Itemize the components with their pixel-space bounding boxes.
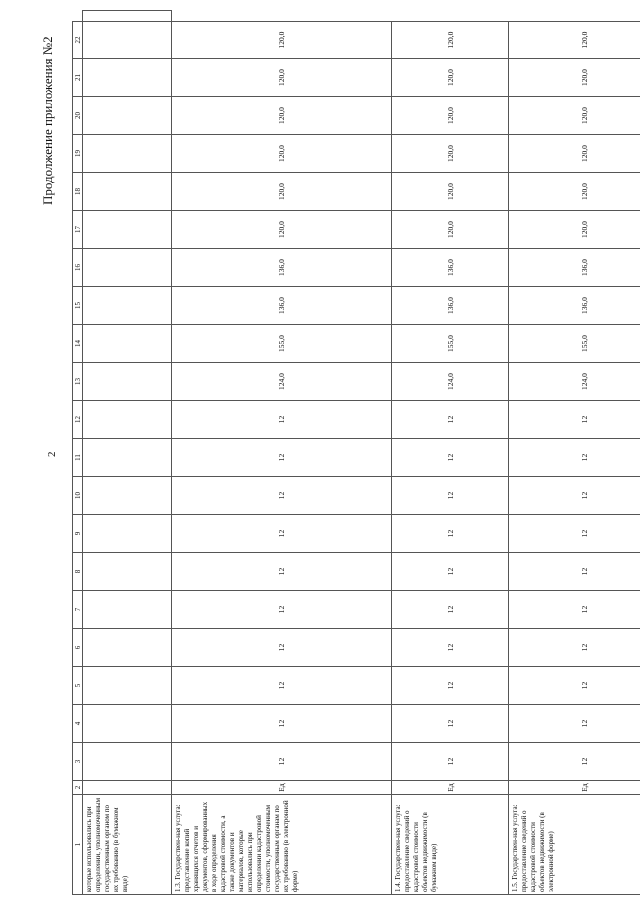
- value-cell: 120,0: [392, 211, 509, 249]
- column-header: 16: [73, 249, 83, 287]
- value-cell: 136,0: [392, 249, 509, 287]
- value-cell: 155,0: [172, 325, 392, 363]
- column-header: 11: [73, 439, 83, 477]
- value-cell: 12: [172, 743, 392, 781]
- value-cell: 120,0: [509, 59, 640, 97]
- value-cell: 155,0: [392, 325, 509, 363]
- value-cell: 120,0: [392, 135, 509, 173]
- column-header: 19: [73, 135, 83, 173]
- column-header: 6: [73, 629, 83, 667]
- value-cell: 120,0: [392, 173, 509, 211]
- value-cell: [83, 439, 172, 477]
- value-cell: 12: [509, 477, 640, 515]
- value-cell: 120,0: [172, 135, 392, 173]
- data-table: [72, 10, 640, 895]
- page-number: 2: [46, 451, 58, 457]
- value-cell: 12: [392, 439, 509, 477]
- value-cell: 12: [509, 743, 640, 781]
- value-cell: 120,0: [392, 59, 509, 97]
- value-cell: 12: [172, 667, 392, 705]
- value-cell: [83, 22, 172, 59]
- value-cell: 12: [509, 553, 640, 591]
- value-cell: [83, 515, 172, 553]
- value-cell: 12: [392, 515, 509, 553]
- value-cell: [83, 287, 172, 325]
- value-cell: 12: [392, 591, 509, 629]
- value-cell: [83, 781, 172, 795]
- service-name-cell: 1.3. Государствен-ная услуга: представление копий хранящихся отчетов и документов, сформированных в ходе определения кадастровой стоимости, а также документов и материалов, которые использовались при определении кадастровой стоимости, уполномоченным государственным органам по их требованию (в электронной форме): [172, 795, 392, 895]
- page-title: Продолжение приложения №2: [40, 36, 55, 205]
- column-header: 14: [73, 325, 83, 363]
- value-cell: 12: [172, 629, 392, 667]
- value-cell: 12: [509, 439, 640, 477]
- column-header: 21: [73, 59, 83, 97]
- value-cell: 12: [172, 591, 392, 629]
- value-cell: [83, 135, 172, 173]
- value-cell: [83, 705, 172, 743]
- value-cell: [83, 667, 172, 705]
- value-cell: 12: [509, 401, 640, 439]
- value-cell: 12: [509, 667, 640, 705]
- value-cell: [83, 743, 172, 781]
- value-cell: 12: [172, 439, 392, 477]
- value-cell: [83, 477, 172, 515]
- column-header: 5: [73, 667, 83, 705]
- value-cell: 120,0: [509, 22, 640, 59]
- value-cell: Ед: [392, 781, 509, 795]
- column-header: 9: [73, 515, 83, 553]
- column-header: 22: [73, 22, 83, 59]
- value-cell: 12: [392, 477, 509, 515]
- value-cell: 12: [509, 629, 640, 667]
- value-cell: 12: [172, 515, 392, 553]
- column-header: 13: [73, 363, 83, 401]
- value-cell: 12: [392, 401, 509, 439]
- column-header: 2: [73, 781, 83, 795]
- value-cell: [83, 59, 172, 97]
- value-cell: 12: [392, 629, 509, 667]
- column-header: 18: [73, 173, 83, 211]
- value-cell: 120,0: [172, 211, 392, 249]
- value-cell: 120,0: [509, 97, 640, 135]
- value-cell: 120,0: [392, 97, 509, 135]
- column-header: 4: [73, 705, 83, 743]
- value-cell: 12: [172, 705, 392, 743]
- service-name-cell: которые использовались при определении, уполномоченным государственным органом по их требованию (в бумажном виде): [83, 795, 172, 895]
- table-row: [83, 11, 172, 895]
- column-header: 7: [73, 591, 83, 629]
- service-name-cell: 1.5. Государствен-ная услуга: предоставление сведений о кадастровой стоимости объектов недвижимости (в электронной форме): [509, 795, 640, 895]
- column-header: 12: [73, 401, 83, 439]
- value-cell: 12: [509, 591, 640, 629]
- value-cell: 12: [392, 705, 509, 743]
- value-cell: 12: [172, 401, 392, 439]
- value-cell: [83, 11, 172, 22]
- column-header: 3: [73, 743, 83, 781]
- value-cell: 136,0: [392, 287, 509, 325]
- column-header: 10: [73, 477, 83, 515]
- value-cell: 12: [172, 477, 392, 515]
- value-cell: [83, 325, 172, 363]
- column-header: 8: [73, 553, 83, 591]
- value-cell: 12: [172, 553, 392, 591]
- value-cell: 120,0: [172, 173, 392, 211]
- value-cell: 136,0: [172, 249, 392, 287]
- value-cell: 120,0: [509, 173, 640, 211]
- value-cell: 12: [392, 553, 509, 591]
- value-cell: 120,0: [509, 135, 640, 173]
- table-row: [392, 11, 509, 895]
- value-cell: 136,0: [509, 249, 640, 287]
- value-cell: [83, 629, 172, 667]
- value-cell: 124,0: [392, 363, 509, 401]
- value-cell: 155,0: [509, 325, 640, 363]
- table-row: [509, 11, 640, 895]
- value-cell: [83, 553, 172, 591]
- value-cell: 12: [392, 667, 509, 705]
- value-cell: 120,0: [172, 97, 392, 135]
- value-cell: Ед: [509, 781, 640, 795]
- value-cell: 12: [392, 743, 509, 781]
- header-row: [73, 11, 83, 895]
- column-header: 20: [73, 97, 83, 135]
- value-cell: 120,0: [509, 211, 640, 249]
- value-cell: [83, 401, 172, 439]
- value-cell: 124,0: [172, 363, 392, 401]
- value-cell: 136,0: [509, 287, 640, 325]
- table-row: [172, 11, 392, 895]
- service-name-cell: 1.4. Государствен-ная услуга: предоставление сведений о кадастровой стоимости объектов недвижимости (в бумажном виде): [392, 795, 509, 895]
- value-cell: 12: [509, 515, 640, 553]
- value-cell: 136,0: [172, 287, 392, 325]
- value-cell: [83, 173, 172, 211]
- value-cell: [83, 591, 172, 629]
- value-cell: [83, 249, 172, 287]
- value-cell: [83, 97, 172, 135]
- value-cell: Ед: [172, 781, 392, 795]
- value-cell: 120,0: [172, 22, 392, 59]
- column-header: 15: [73, 287, 83, 325]
- value-cell: 124,0: [509, 363, 640, 401]
- column-header: 17: [73, 211, 83, 249]
- value-cell: 120,0: [172, 59, 392, 97]
- value-cell: [83, 363, 172, 401]
- value-cell: 12: [509, 705, 640, 743]
- value-cell: [83, 211, 172, 249]
- value-cell: 120,0: [392, 22, 509, 59]
- column-header: 1: [73, 795, 83, 895]
